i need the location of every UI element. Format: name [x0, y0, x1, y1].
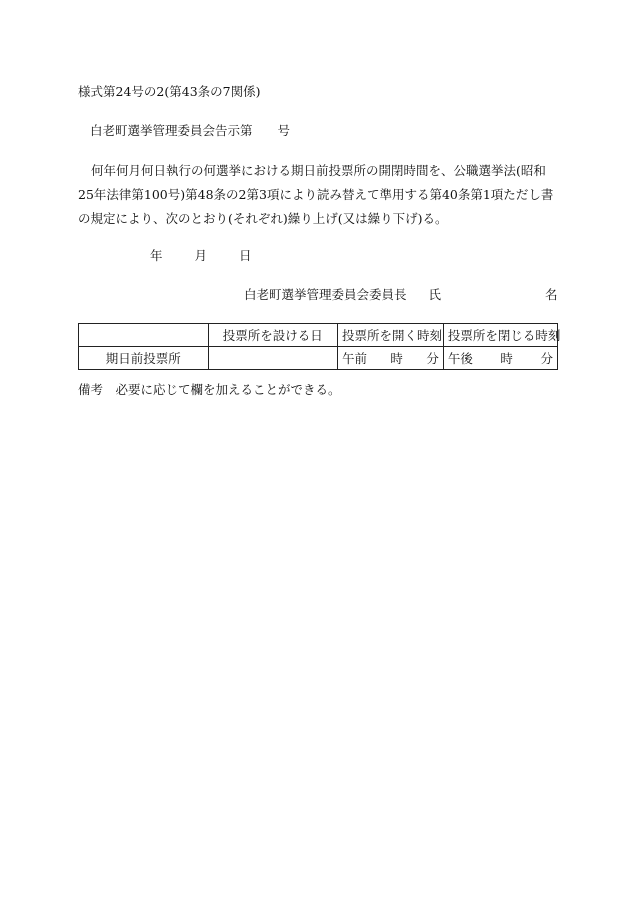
- date-day: 日: [238, 248, 252, 263]
- signatory-given-name-label: 名: [544, 287, 558, 302]
- close-minute-unit: 分: [540, 351, 553, 366]
- table-header-day: 投票所を設ける日: [208, 324, 338, 347]
- row-close-time: [443, 347, 557, 370]
- signature-line: [244, 287, 557, 303]
- date-line: [150, 248, 251, 264]
- row-label: 期日前投票所: [79, 347, 209, 370]
- row-day-value: [208, 347, 338, 370]
- row-open-time: [338, 347, 444, 370]
- table-header-row: [79, 324, 558, 347]
- body-paragraph: 何年何月何日執行の何選挙における期日前投票所の開閉時間を、公職選挙法(昭和25年法律第100号)第48条の2第3項により読み替えて準用する第40条第1項ただし書の規定により、次のとおり(それぞれ)繰り上げ(又は繰り下げ)る。: [78, 163, 554, 226]
- body-text: [78, 159, 558, 231]
- open-hour-unit: 時: [390, 351, 403, 366]
- table-row: [79, 347, 558, 370]
- open-minute-unit: 分: [426, 351, 439, 366]
- table-header-open-time: 投票所を開く時刻: [338, 324, 444, 347]
- open-prefix: 午前: [342, 351, 368, 366]
- table-header-close-time: 投票所を閉じる時刻: [443, 324, 557, 347]
- notice-title: 白老町選挙管理委員会告示第 号: [90, 123, 291, 138]
- signatory-title: 白老町選挙管理委員会委員長: [244, 287, 407, 302]
- form-label: 様式第24号の2(第43条の7関係): [78, 84, 261, 99]
- close-prefix: 午後: [447, 351, 473, 366]
- signatory-family-name-label: 氏: [428, 287, 441, 302]
- table-header-empty: [79, 324, 209, 347]
- date-year: 年: [150, 248, 163, 263]
- date-month: 月: [194, 248, 207, 263]
- schedule-table: [78, 323, 561, 370]
- remarks: 備考 必要に応じて欄を加えることができる。: [78, 382, 341, 397]
- close-hour-unit: 時: [500, 351, 513, 366]
